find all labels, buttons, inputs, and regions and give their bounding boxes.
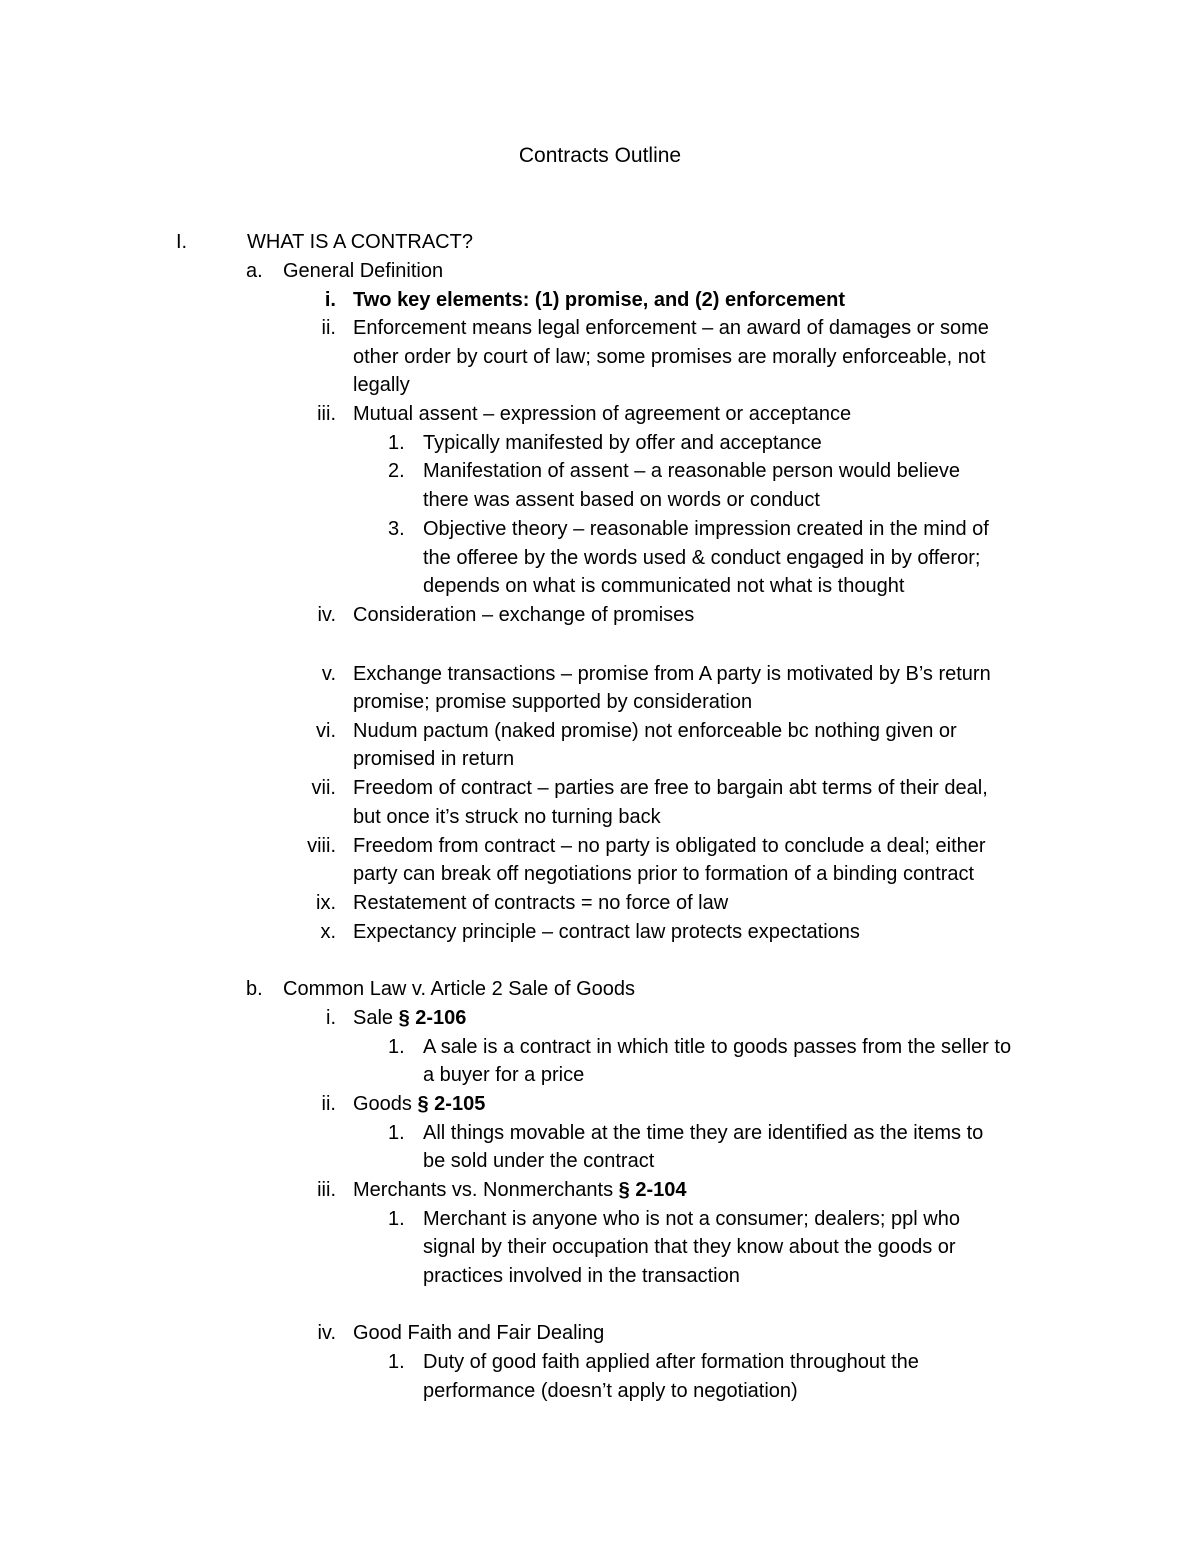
item-marker: v. — [321, 663, 336, 685]
subsection-heading: Common Law v. Article 2 Sale of Goods — [283, 978, 636, 1000]
subitem-marker: 1. — [388, 1351, 405, 1373]
item-marker: iii. — [317, 403, 336, 425]
section-marker: I. — [176, 231, 188, 253]
item-marker: iii. — [317, 1179, 336, 1201]
item-text: Consideration – exchange of promises — [353, 604, 695, 626]
item-marker: i. — [326, 1007, 336, 1029]
item-text-line: Nudum pactum (naked promise) not enforceable bc nothing given or — [353, 720, 957, 742]
item-text-line: promise; promise supported by consideration — [353, 691, 753, 713]
subitem-text-line: depends on what is communicated not what is thought — [423, 575, 905, 597]
item-text-line: party can break off negotiations prior to formation of a binding contract — [353, 863, 975, 885]
item-text — [353, 1090, 485, 1118]
item-text-line: but once it’s struck no turning back — [353, 806, 661, 828]
item-marker: x. — [320, 921, 336, 943]
item-text: Restatement of contracts = no force of law — [353, 892, 729, 914]
subsection-marker: b. — [246, 978, 263, 1000]
item-label: Merchants vs. Nonmerchants — [353, 1179, 619, 1201]
item-text — [353, 1176, 687, 1204]
subitem-text-line: the offeree by the words used & conduct engaged in by offeror; — [423, 547, 981, 569]
subitem-marker: 1. — [388, 432, 405, 454]
subitem-marker: 1. — [388, 1208, 405, 1230]
subitem-marker: 3. — [388, 518, 405, 540]
subsection-heading: General Definition — [283, 260, 444, 282]
item-marker: viii. — [307, 835, 336, 857]
document-title: Contracts Outline — [518, 144, 682, 167]
item-text: Good Faith and Fair Dealing — [353, 1322, 605, 1344]
subitem-text-line: Merchant is anyone who is not a consumer; dealers; ppl who — [423, 1208, 960, 1230]
section-heading: WHAT IS A CONTRACT? — [247, 231, 473, 253]
item-text-line: legally — [353, 374, 410, 396]
item-marker: iv. — [317, 604, 336, 626]
subsection-marker: a. — [246, 260, 263, 282]
subitem-text-line: Typically manifested by offer and acceptance — [423, 432, 822, 454]
item-text-line: Exchange transactions – promise from A party is motivated by B’s return — [353, 663, 991, 685]
subitem-marker: 2. — [388, 460, 405, 482]
statute-reference: § 2-104 — [618, 1179, 687, 1201]
item-marker: iv. — [317, 1322, 336, 1344]
subitem-text-line: Duty of good faith applied after formation throughout the — [423, 1351, 919, 1373]
subitem-marker: 1. — [388, 1122, 405, 1144]
item-text-line: Enforcement means legal enforcement – an award of damages or some — [353, 317, 989, 339]
item-label: Sale — [353, 1007, 399, 1029]
item-marker: vi. — [316, 720, 336, 742]
subitem-text-line: signal by their occupation that they know about the goods or — [423, 1236, 956, 1258]
subitem-marker: 1. — [388, 1036, 405, 1058]
item-marker: ix. — [316, 892, 336, 914]
subitem-text-line: Objective theory – reasonable impression created in the mind of — [423, 518, 989, 540]
statute-reference: § 2-105 — [417, 1093, 486, 1115]
item-marker: ii. — [321, 317, 336, 339]
item-marker: i. — [324, 289, 336, 311]
statute-reference: § 2-106 — [398, 1007, 467, 1029]
item-text — [353, 1004, 466, 1032]
item-marker: vii. — [311, 777, 336, 799]
subitem-text-line: performance (doesn’t apply to negotiation) — [423, 1380, 798, 1402]
subitem-text-line: All things movable at the time they are identified as the items to — [423, 1122, 984, 1144]
item-text: Mutual assent – expression of agreement or acceptance — [353, 403, 852, 425]
item-text-line: Freedom of contract – parties are free to bargain abt terms of their deal, — [353, 777, 988, 799]
item-text-line: promised in return — [353, 748, 515, 770]
item-text: Two key elements: (1) promise, and (2) enforcement — [353, 289, 845, 311]
item-text: Expectancy principle – contract law protects expectations — [353, 921, 860, 943]
item-text-line: Freedom from contract – no party is obligated to conclude a deal; either — [353, 835, 986, 857]
subitem-text-line: be sold under the contract — [423, 1150, 655, 1172]
item-text-line: other order by court of law; some promises are morally enforceable, not — [353, 346, 986, 368]
item-label: Goods — [353, 1093, 418, 1115]
subitem-text-line: A sale is a contract in which title to goods passes from the seller to — [423, 1036, 1012, 1058]
subitem-text-line: a buyer for a price — [423, 1064, 585, 1086]
subitem-text-line: practices involved in the transaction — [423, 1265, 740, 1287]
subitem-text-line: Manifestation of assent – a reasonable person would believe — [423, 460, 961, 482]
item-marker: ii. — [321, 1093, 336, 1115]
subitem-text-line: there was assent based on words or conduct — [423, 489, 820, 511]
